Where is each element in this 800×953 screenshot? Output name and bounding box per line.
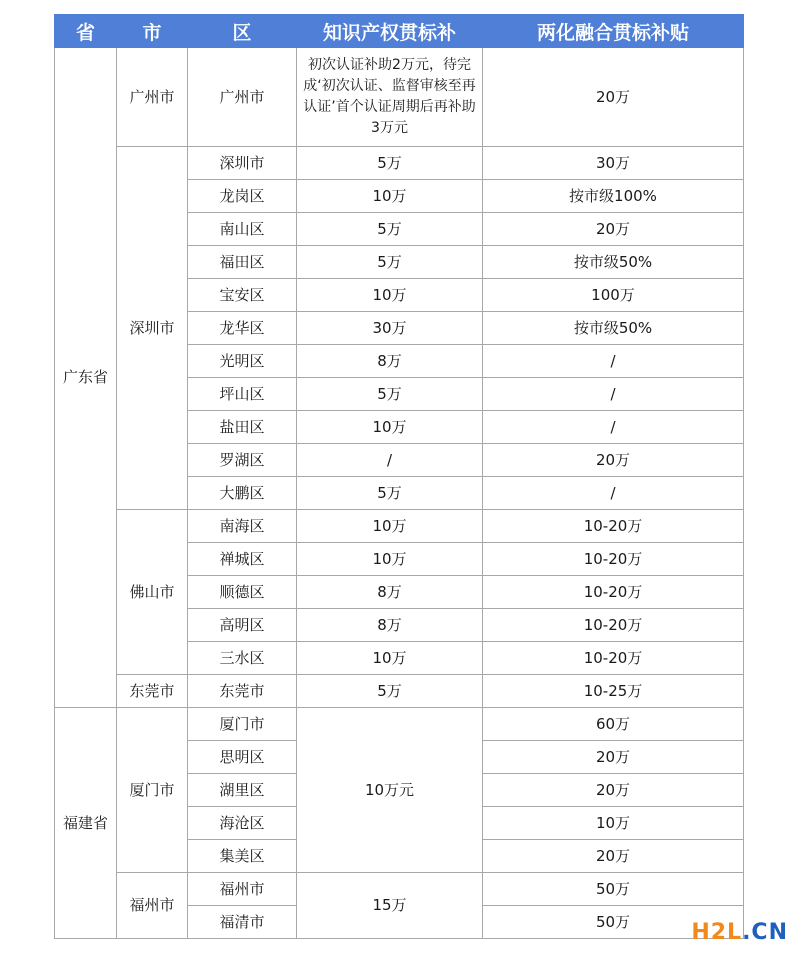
ip-subsidy-cell: 5万 [297, 675, 483, 708]
fusion-subsidy-cell: 20万 [483, 741, 744, 774]
province-cell: 广东省 [55, 48, 117, 708]
ip-subsidy-cell: 5万 [297, 246, 483, 279]
ip-subsidy-cell: 10万 [297, 279, 483, 312]
ip-subsidy-cell: 5万 [297, 378, 483, 411]
fusion-subsidy-cell: / [483, 477, 744, 510]
fusion-subsidy-cell: / [483, 378, 744, 411]
district-cell: 罗湖区 [188, 444, 297, 477]
table-row [55, 147, 744, 180]
ip-subsidy-cell: 10万 [297, 411, 483, 444]
ip-subsidy-cell: 10万 [297, 642, 483, 675]
city-cell: 东莞市 [117, 675, 188, 708]
district-cell: 思明区 [188, 741, 297, 774]
fusion-subsidy-cell: 按市级50% [483, 246, 744, 279]
fusion-subsidy-cell: 50万 [483, 906, 744, 939]
district-cell: 湖里区 [188, 774, 297, 807]
district-cell: 福田区 [188, 246, 297, 279]
city-cell: 佛山市 [117, 510, 188, 675]
fusion-subsidy-cell: 20万 [483, 213, 744, 246]
ip-subsidy-cell: 10万 [297, 510, 483, 543]
ip-subsidy-cell: 8万 [297, 576, 483, 609]
district-cell: 广州市 [188, 48, 297, 147]
fusion-subsidy-cell: 按市级50% [483, 312, 744, 345]
ip-subsidy-cell: 5万 [297, 213, 483, 246]
fusion-subsidy-cell: 10-20万 [483, 609, 744, 642]
fusion-subsidy-cell: 50万 [483, 873, 744, 906]
district-cell: 坪山区 [188, 378, 297, 411]
fusion-subsidy-cell: 60万 [483, 708, 744, 741]
ip-subsidy-cell: 初次认证补助2万元，待完成‘初次认证、监督审核至再认证’首个认证周期后再补助3万元 [297, 48, 483, 147]
ip-subsidy-cell: 30万 [297, 312, 483, 345]
ip-subsidy-cell: 5万 [297, 477, 483, 510]
header-fusion-subsidy: 两化融合贯标补贴 [483, 15, 744, 48]
ip-subsidy-cell: 15万 [297, 873, 483, 939]
city-cell: 厦门市 [117, 708, 188, 873]
fusion-subsidy-cell: 100万 [483, 279, 744, 312]
province-cell: 福建省 [55, 708, 117, 939]
fusion-subsidy-cell: 按市级100% [483, 180, 744, 213]
fusion-subsidy-cell: 30万 [483, 147, 744, 180]
ip-subsidy-cell: 10万 [297, 180, 483, 213]
header-province: 省 [55, 15, 117, 48]
city-cell: 福州市 [117, 873, 188, 939]
district-cell: 光明区 [188, 345, 297, 378]
fusion-subsidy-cell: / [483, 345, 744, 378]
table-row [55, 675, 744, 708]
fusion-subsidy-cell: 10-20万 [483, 576, 744, 609]
district-cell: 南山区 [188, 213, 297, 246]
subsidy-table [54, 14, 744, 939]
fusion-subsidy-cell: / [483, 411, 744, 444]
table-row [55, 873, 744, 906]
district-cell: 高明区 [188, 609, 297, 642]
ip-subsidy-cell: 10万 [297, 543, 483, 576]
watermark-part-a: H2L [691, 920, 743, 945]
watermark-logo [691, 920, 788, 945]
district-cell: 龙华区 [188, 312, 297, 345]
table-header-row [55, 15, 744, 48]
district-cell: 三水区 [188, 642, 297, 675]
fusion-subsidy-cell: 10-25万 [483, 675, 744, 708]
ip-subsidy-cell: / [297, 444, 483, 477]
header-ip-subsidy: 知识产权贯标补 [297, 15, 483, 48]
table-row [55, 48, 744, 147]
fusion-subsidy-cell: 10-20万 [483, 543, 744, 576]
fusion-subsidy-cell: 10万 [483, 807, 744, 840]
ip-subsidy-cell: 5万 [297, 147, 483, 180]
district-cell: 厦门市 [188, 708, 297, 741]
header-city: 市 [117, 15, 188, 48]
fusion-subsidy-cell: 10-20万 [483, 510, 744, 543]
fusion-subsidy-cell: 20万 [483, 48, 744, 147]
header-district: 区 [188, 15, 297, 48]
district-cell: 禅城区 [188, 543, 297, 576]
district-cell: 宝安区 [188, 279, 297, 312]
fusion-subsidy-cell: 10-20万 [483, 642, 744, 675]
fusion-subsidy-cell: 20万 [483, 840, 744, 873]
district-cell: 海沧区 [188, 807, 297, 840]
ip-subsidy-cell: 8万 [297, 609, 483, 642]
district-cell: 大鹏区 [188, 477, 297, 510]
district-cell: 福清市 [188, 906, 297, 939]
district-cell: 盐田区 [188, 411, 297, 444]
district-cell: 龙岗区 [188, 180, 297, 213]
ip-subsidy-cell: 10万元 [297, 708, 483, 873]
table-row [55, 708, 744, 741]
ip-subsidy-cell: 8万 [297, 345, 483, 378]
table-row [55, 510, 744, 543]
city-cell: 深圳市 [117, 147, 188, 510]
fusion-subsidy-cell: 20万 [483, 444, 744, 477]
city-cell: 广州市 [117, 48, 188, 147]
watermark-part-b: .CN [742, 920, 788, 945]
district-cell: 顺德区 [188, 576, 297, 609]
district-cell: 集美区 [188, 840, 297, 873]
district-cell: 南海区 [188, 510, 297, 543]
fusion-subsidy-cell: 20万 [483, 774, 744, 807]
district-cell: 深圳市 [188, 147, 297, 180]
district-cell: 福州市 [188, 873, 297, 906]
district-cell: 东莞市 [188, 675, 297, 708]
